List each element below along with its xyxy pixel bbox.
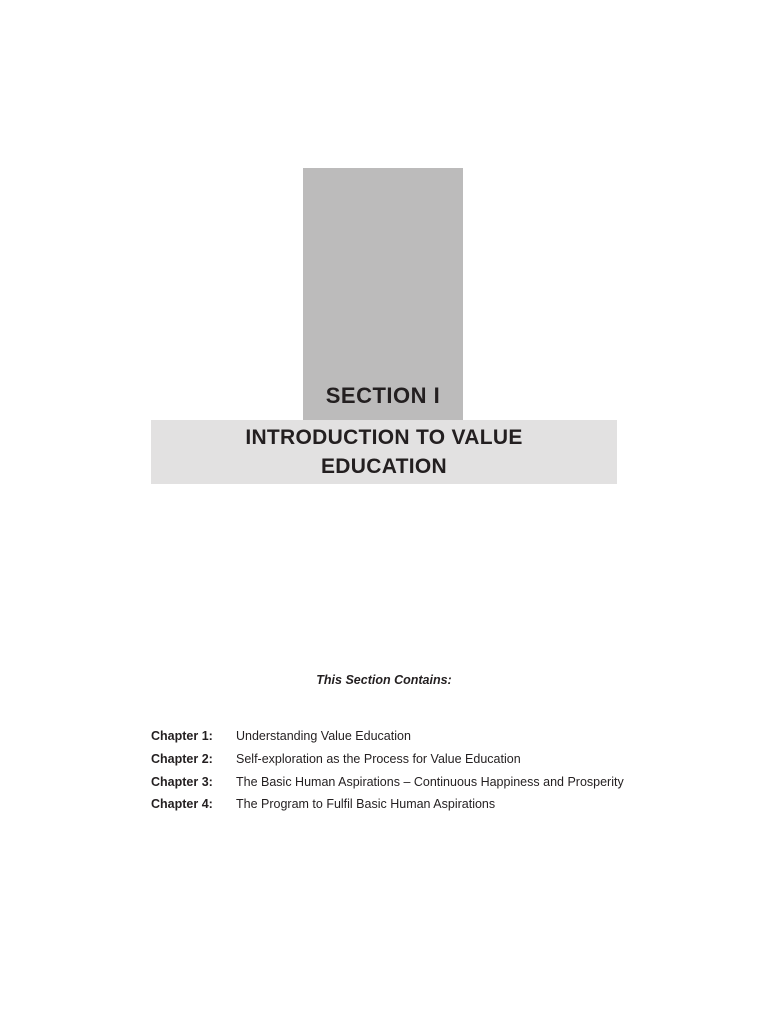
section-title-band	[151, 420, 617, 484]
chapter-title: The Basic Human Aspirations – Continuous Happiness and Prosperity	[236, 774, 624, 789]
section-title: INTRODUCTION TO VALUE EDUCATION	[245, 426, 523, 478]
chapter-number: Chapter 3:	[151, 774, 213, 789]
chapter-row	[151, 793, 631, 816]
chapter-number: Chapter 1:	[151, 729, 213, 744]
contents-heading: This Section Contains:	[316, 673, 452, 687]
chapter-row	[151, 725, 631, 748]
chapter-row	[151, 770, 631, 793]
chapter-title: Self-exploration as the Process for Value Education	[236, 752, 521, 767]
chapter-number: Chapter 4:	[151, 797, 213, 812]
chapter-row	[151, 748, 631, 771]
chapter-title: Understanding Value Education	[236, 729, 411, 744]
section-label: SECTION I	[325, 383, 441, 408]
chapter-number: Chapter 2:	[151, 752, 213, 767]
chapter-title: The Program to Fulfil Basic Human Aspirations	[236, 797, 496, 812]
chapter-list	[151, 725, 631, 816]
